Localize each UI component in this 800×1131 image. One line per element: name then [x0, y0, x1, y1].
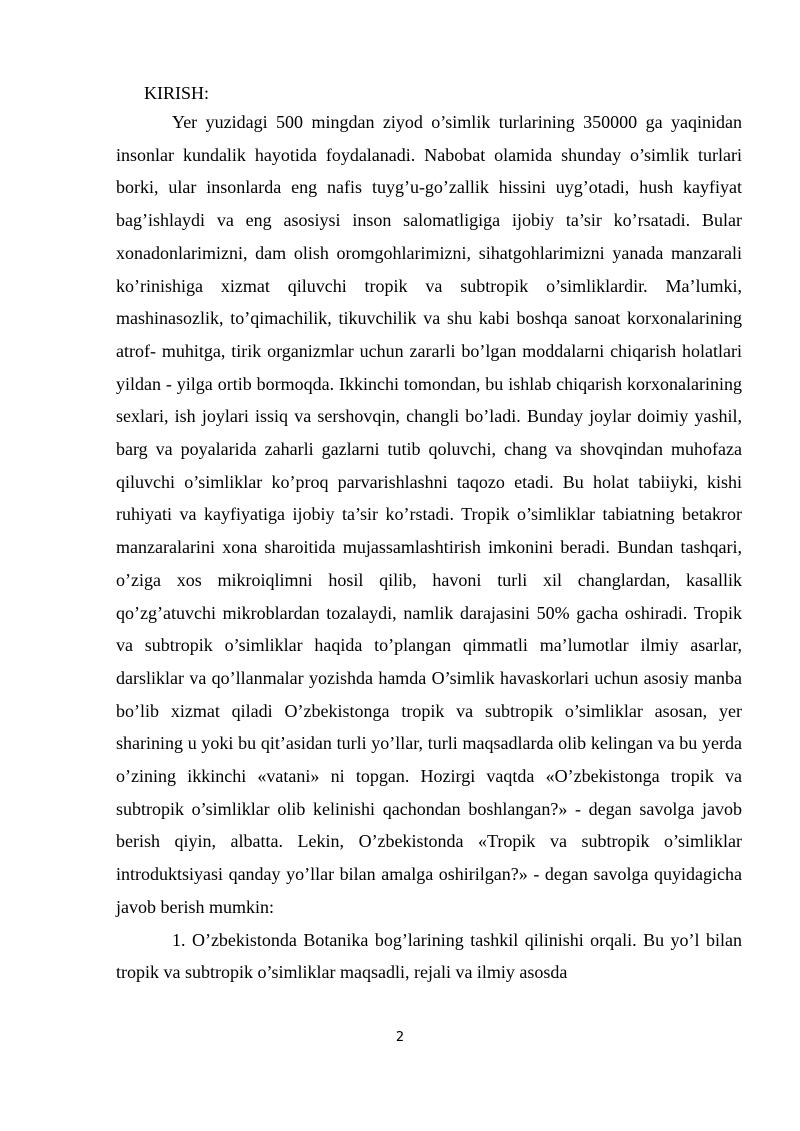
- page-number: 2: [395, 1030, 405, 1045]
- section-heading: KIRISH:: [144, 83, 210, 103]
- list-item-paragraph: 1. O’zbekistonda Botanika bog’larining tashkil qilinishi orqali. Bu yo’l bilan tropik va subtropik o’simliklar maqsadli, rejali va ilmiy asosda: [116, 929, 742, 983]
- page-body: [116, 80, 742, 989]
- intro-paragraph: Yer yuzidagi 500 mingdan ziyod o’simlik turlarining 350000 ga yaqinidan insonlar kundalik hayotida foydalanadi. Nabobat olamida shunday o’simlik turlari borki, ular insonlarda eng nafis tuyg’u-go’zallik hissini uyg’otadi, hush kayfiyat bag’ishlaydi va eng asosiysi inson salomatligiga ijobiy ta’sir ko’rsatadi. Bular xonadonlarimizni, dam olish oromgohlarimizni, sihatgohlarimizni yanada manzarali ko’rinishiga xizmat qiluvchi tropik va subtropik o’simliklardir. Ma’lumki, mashinasozlik, to’qimachilik, tikuvchilik va shu kabi boshqa sanoat korxonalarining atrof- muhitga, tirik organizmlar uchun zararli bo’lgan moddalarni chiqarish holatlari yildan - yilga ortib bormoqda. Ikkinchi tomondan, bu ishlab chiqarish korxonalarining sexlari, ish joylari issiq va sershovqin, changli bo’ladi. Bunday joylar doimiy yashil, barg va poyalarida zaharli gazlarni tutib qoluvchi, chang va shovqindan muhofaza qiluvchi o’simliklar ko’proq parvarishlashni taqozo etadi. Bu holat tabiiyki, kishi ruhiyati va kayfiyatiga ijobiy ta’sir ko’rstadi. Tropik o’simliklar tabiatning betakror manzaralarini xona sharoitida mujassamlashtirish imkonini beradi. Bundan tashqari, o’ziga xos mikroiqlimni hosil qilib, havoni turli xil changlardan, kasallik qo’zg’atuvchi mikroblardan tozalaydi, namlik darajasini 50% gacha oshiradi. Tropik va subtropik o’simliklar haqida to’plangan qimmatli ma’lumotlar ilmiy asarlar, darsliklar va qo’llanmalar yozishda hamda O’simlik havaskorlari uchun asosiy manba bo’lib xizmat qiladi O’zbekistonga tropik va subtropik o’simliklar asosan, yer sharining u yoki bu qit’asidan turli yo’llar, turli maqsadlarda olib kelingan va bu yerda o’zining ikkinchi «vatani» ni topgan. Hozirgi vaqtda «O’zbekistonga tropik va subtropik o’simliklar olib kelinishi qachondan boshlangan?» - degan savolga javob berish qiyin, albatta. Lekin, O’zbekistonda «Tropik va subtropik o’simliklar introduktsiyasi qanday yo’llar bilan amalga oshirilgan?» - degan savolga quyidagicha javob berish mumkin:: [116, 112, 742, 917]
